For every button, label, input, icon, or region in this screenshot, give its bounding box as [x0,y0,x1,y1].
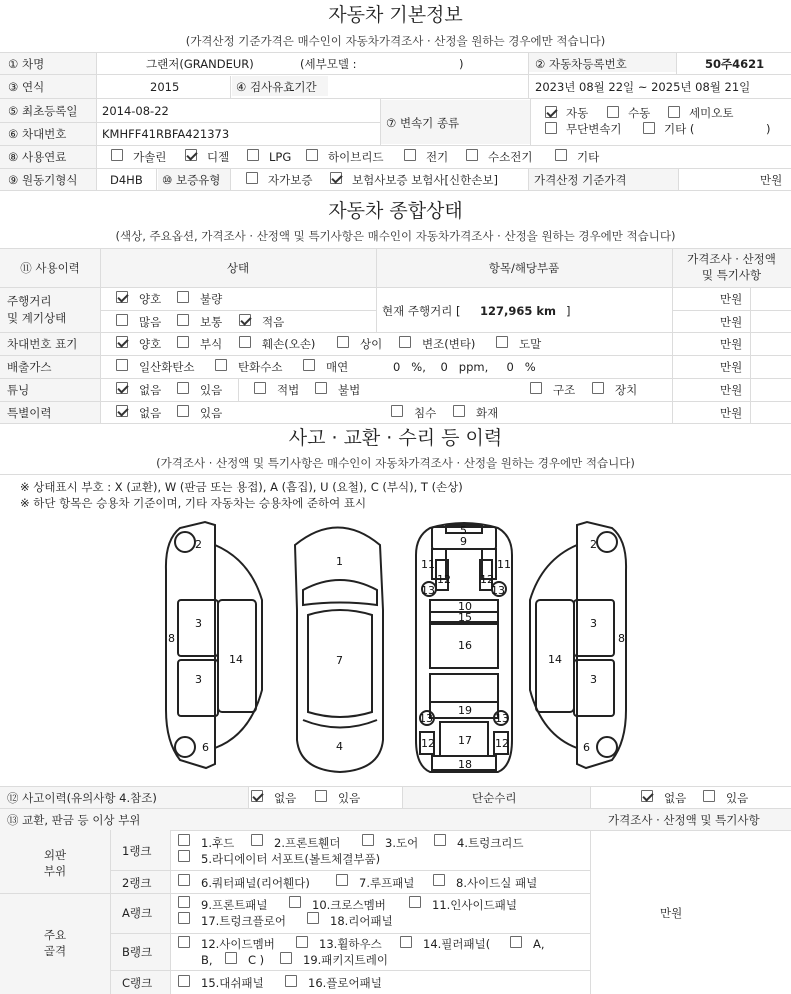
tuning-none-checkbox[interactable] [116,382,128,394]
emission-values: 0 %, 0 ppm, 0 % [393,360,536,374]
diagram-label: 19 [458,704,472,717]
rankB-item-pillar-b: B, [201,953,213,967]
vin-altered: 변조(변타) [422,337,476,351]
year-value: 2015 [150,80,180,94]
special-fire-checkbox[interactable] [453,405,465,417]
emission-smoke-checkbox[interactable] [303,359,315,371]
col-history: ⑪ 사용이력 [20,261,80,275]
detail-model-close: ) [459,57,464,71]
special-label: 특별이력 [7,406,52,420]
rank1-item-radiator: 5.라디에이터 서포트(볼트체결부품) [201,852,381,866]
tuning-illegal-checkbox[interactable] [315,382,327,394]
rank1-item-trunk: 4.트렁크리드 [457,836,524,850]
emission-unit: 만원 [720,360,743,374]
overall-subtitle: (색상, 주요옵션, 가격조사 · 산정액 및 특기사항은 매수인이 자동차가격조사 · 산정을 원하는 경우에만 적습니다) [115,229,676,243]
rankB-item-pillar-c: C ) [248,953,265,967]
rankB-item-pillar: 14.필러패널( [423,937,491,951]
trans-manual-checkbox[interactable] [607,106,619,118]
rank1-radiator-checkbox[interactable] [178,850,190,862]
rankB-item-pillar-a: A, [533,937,545,951]
diagram-label: 14 [548,653,562,666]
emission-hc-checkbox[interactable] [215,359,227,371]
trans-semi-checkbox[interactable] [668,106,680,118]
fuel-electric: 전기 [426,150,449,164]
engine-value: D4HB [110,173,143,187]
exchange-unit: 만원 [660,906,683,920]
accident-exist: 있음 [338,791,361,805]
mileage-bad: 불량 [200,292,223,306]
tuning-none: 없음 [139,383,162,397]
emission-co-checkbox[interactable] [116,359,128,371]
rankA-crossmember-checkbox[interactable] [289,896,301,908]
tuning-unit: 만원 [720,383,743,397]
tuning-device: 장치 [615,383,638,397]
mileage-label-1: 주행거리 [7,294,52,308]
main-label-2: 골격 [43,944,67,958]
rankC-item-dash-panel: 15.대쉬패널 [201,976,264,990]
trans-opt-auto: 자동 [566,106,589,120]
diagram-label: 12 [437,573,451,586]
rankB-item-package-tray: 19.패키지트레이 [303,953,388,967]
year-label: ③ 연식 [8,80,45,94]
warranty-insurer: 보험사보증 보험사[신한손보] [352,173,498,187]
mileage-value: 127,965 km [480,304,557,318]
tuning-label: 튜닝 [7,383,30,397]
simple-repair-none: 없음 [664,791,687,805]
diagram-label: 11 [421,558,435,571]
trans-opt-other: 기타 ( [664,122,695,136]
diagram-label: 14 [229,653,243,666]
fuel-lpg: LPG [269,150,292,164]
mileage-many: 많음 [139,315,162,329]
simple-repair-exist-checkbox[interactable] [703,790,715,802]
rankA-item-inside-panel: 11.인사이드패널 [432,898,517,912]
overall-title: 자동차 종합상태 [328,200,463,222]
fuel-gasoline-checkbox[interactable] [111,149,123,161]
diagram-label: 6 [583,741,590,754]
rankA-rear-panel-checkbox[interactable] [307,912,319,924]
outer-label-2: 부위 [43,864,67,878]
car-name-label: ① 차명 [8,57,45,71]
accident-subtitle: (가격조사 · 산정액 및 특기사항은 매수인이 자동차가격조사 · 산정을 원하는 경우에만 적습니다) [156,456,635,470]
rankB-pillar-b-checkbox[interactable] [225,952,237,964]
rank1-fender-checkbox[interactable] [251,834,263,846]
rank2-item-quarter: 6.쿼터패널(리어휀다) [201,876,310,890]
tuning-illegal: 불법 [338,383,361,397]
diagram-label: 13 [421,584,435,597]
inspection-label: ④ 검사유효기간 [236,80,317,94]
trans-auto-checkbox[interactable] [545,106,557,118]
inspection-value: 2023년 08월 22일 ~ 2025년 08월 21일 [535,80,751,94]
vin-value: KMHFF41RBFA421373 [102,127,230,141]
fuel-electric-checkbox[interactable] [404,149,416,161]
rankC-dash-panel-checkbox[interactable] [178,975,190,987]
diagram-label: 11 [497,558,511,571]
mileage-normal-checkbox[interactable] [177,314,189,326]
diagram-label: 1 [336,555,343,568]
accident-none: 없음 [274,791,297,805]
diagram-label: 13 [491,584,505,597]
rank1-hood-checkbox[interactable] [178,834,190,846]
tuning-exist-checkbox[interactable] [177,382,189,394]
fuel-other: 기타 [577,150,600,164]
special-flood: 침수 [414,406,437,420]
tuning-device-checkbox[interactable] [592,382,604,394]
vin-smeared-checkbox[interactable] [496,336,508,348]
exchange-price-label: 가격조사 · 산정액 및 특기사항 [608,813,760,827]
engine-label: ⑨ 원동기형식 [8,173,78,187]
accident-none-checkbox[interactable] [251,790,263,802]
accident-history-label: ⑫ 사고이력(유의사항 4.참조) [7,791,157,805]
rank2-sidesill-checkbox[interactable] [433,874,445,886]
mileage-close: ] [566,304,571,318]
vin-corrosion-checkbox[interactable] [177,336,189,348]
rank2-roof-checkbox[interactable] [336,874,348,886]
diagram-label: 8 [618,632,625,645]
main-label-1: 주요 [43,928,67,942]
exchange-label: ⑬ 교환, 판금 등 이상 부위 [7,813,141,827]
accident-note-2: ※ 하단 항목은 승용차 기준이며, 기타 자동차는 승용차에 준하여 표시 [20,496,367,510]
diagram-label: 12 [495,737,509,750]
accident-note-1: ※ 상태표시 부호 : X (교환), W (판금 또는 용접), A (흠집), U (요철), C (부식), T (손상) [20,480,463,494]
diagram-label: 3 [195,673,202,686]
diagram-label: 17 [458,734,472,747]
rankB-pillar-checkbox[interactable] [400,936,412,948]
rankB-pillar-a-checkbox[interactable] [510,936,522,948]
special-none-checkbox[interactable] [116,405,128,417]
col-state: 상태 [226,261,250,275]
warranty-insurer-checkbox[interactable] [330,172,342,184]
mileage-unit-1: 만원 [720,292,743,306]
fuel-gasoline: 가솔린 [133,150,167,164]
vin-differ-checkbox[interactable] [337,336,349,348]
vin-damaged: 훼손(오손) [262,337,316,351]
tuning-legal: 적법 [277,383,300,397]
warranty-self: 자가보증 [268,173,313,187]
special-fire: 화재 [476,406,499,420]
diagram-label: 13 [495,712,509,725]
mileage-current-label: 현재 주행거리 [ [382,304,461,318]
diagram-label: 2 [590,538,597,551]
rank1-item-hood: 1.후드 [201,836,235,850]
warranty-label: ⑩ 보증유형 [162,173,221,187]
col-price-2: 및 특기사항 [701,268,762,282]
diagram-label: 18 [458,758,472,771]
rank1-label: 1랭크 [122,844,152,858]
basic-title: 자동차 기본정보 [328,4,463,26]
emission-co: 일산화탄소 [139,360,195,374]
first-reg-label: ⑤ 최초등록일 [8,104,78,118]
special-exist-checkbox[interactable] [177,405,189,417]
simple-repair-label: 단순수리 [472,791,517,805]
diagram-label: 16 [458,639,472,652]
emission-smoke: 매연 [326,360,349,374]
vin-smeared: 도말 [519,337,542,351]
diagram-label: 9 [460,535,467,548]
right-side-body [577,522,626,768]
rankB-item-wheelhouse: 13.휠하우스 [319,937,382,951]
trans-opt-manual: 수동 [628,106,651,120]
diagram-label: 5 [460,524,467,537]
fuel-hydrogen: 수소전기 [488,150,533,164]
rankB-side-member-checkbox[interactable] [178,936,190,948]
trans-opt-semi: 세미오토 [689,106,734,120]
fuel-hybrid-checkbox[interactable] [306,149,318,161]
diagram-label: 15 [458,611,472,624]
price-basis-unit: 만원 [760,173,783,187]
tuning-structure: 구조 [553,383,576,397]
fuel-diesel-checkbox[interactable] [185,149,197,161]
vin-differ: 상이 [360,337,383,351]
trans-other-checkbox[interactable] [643,122,655,134]
reg-no-value: 50주4621 [705,57,765,71]
rankA-item-trunk-floor: 17.트렁크플로어 [201,914,286,928]
vin-damaged-checkbox[interactable] [239,336,251,348]
rankA-front-panel-checkbox[interactable] [178,896,190,908]
diagram-label: 4 [336,740,343,753]
col-item: 항목/해당부품 [488,261,560,275]
mileage-normal: 보통 [200,315,223,329]
accident-exist-checkbox[interactable] [315,790,327,802]
rankA-trunk-floor-checkbox[interactable] [178,912,190,924]
diagram-label: 8 [168,632,175,645]
diagram-label: 2 [195,538,202,551]
mileage-good-checkbox[interactable] [116,291,128,303]
rank1-item-fender: 2.프론트휀더 [274,836,341,850]
trans-label: ⑦ 변속기 종류 [386,116,460,130]
car-name-value: 그랜저(GRANDEUR) [146,57,254,71]
vin-label: ⑥ 차대번호 [8,127,67,141]
special-none: 없음 [139,406,162,420]
mileage-label-2: 및 계기상태 [7,311,67,325]
outer-label-1: 외판 [43,848,67,862]
trans-cvt-checkbox[interactable] [545,122,557,134]
accident-title: 사고 · 교환 · 수리 등 이력 [288,427,503,449]
detail-model-label: (세부모델 : [300,57,357,71]
first-reg-value: 2014-08-22 [102,104,169,118]
basic-subtitle: (가격산정 기준가격은 매수인이 자동차가격조사 · 산정을 원하는 경우에만 적습니다) [185,34,606,48]
diagram-label: 7 [336,654,343,667]
special-unit: 만원 [720,406,743,420]
col-price-1: 가격조사 · 산정액 [687,252,776,266]
rankB-item-side-member: 12.사이드멤버 [201,937,275,951]
rank2-item-roof: 7.루프패널 [359,876,415,890]
special-exist: 있음 [200,406,223,420]
rankC-label: C랭크 [122,976,153,990]
fuel-hybrid: 하이브리드 [328,150,384,164]
rankB-wheelhouse-checkbox[interactable] [296,936,308,948]
rankB-package-tray-checkbox[interactable] [280,952,292,964]
mileage-unit-2: 만원 [720,315,743,329]
rankA-item-rear-panel: 18.리어패널 [330,914,393,928]
fuel-lpg-checkbox[interactable] [247,149,259,161]
simple-repair-none-checkbox[interactable] [641,790,653,802]
rank1-trunk-checkbox[interactable] [434,834,446,846]
diagram-label: 13 [419,712,433,725]
vin-good-checkbox[interactable] [116,336,128,348]
rank2-item-sidesill: 8.사이드실 패널 [456,876,538,890]
fuel-label: ⑧ 사용연료 [8,150,67,164]
car-parts-diagram [0,515,791,780]
rank2-quarter-checkbox[interactable] [178,874,190,886]
mileage-few-checkbox[interactable] [239,314,251,326]
fuel-diesel: 디젤 [207,150,230,164]
vin-unit: 만원 [720,337,743,351]
emission-label: 배출가스 [7,360,52,374]
diagram-label: 3 [195,617,202,630]
reg-no-label: ② 자동차등록번호 [535,57,627,71]
rank1-door-checkbox[interactable] [362,834,374,846]
mileage-good: 양호 [139,292,162,306]
emission-hc: 탄화수소 [238,360,283,374]
tuning-legal-checkbox[interactable] [254,382,266,394]
fuel-other-checkbox[interactable] [555,149,567,161]
diagram-label: 12 [421,737,435,750]
warranty-self-checkbox[interactable] [246,172,258,184]
diagram-label: 3 [590,617,597,630]
diagram-label: 6 [202,741,209,754]
fuel-hydrogen-checkbox[interactable] [466,149,478,161]
rank1-item-door: 3.도어 [385,836,419,850]
simple-repair-exist: 있음 [726,791,749,805]
left-side-body [166,522,215,768]
diagram-label: 3 [590,673,597,686]
mileage-many-checkbox[interactable] [116,314,128,326]
trans-opt-other-close: ) [766,122,771,136]
tuning-exist: 있음 [200,383,223,397]
price-basis-label: 가격산정 기준가격 [534,173,627,187]
rankA-inside-panel-checkbox[interactable] [409,896,421,908]
vin-mark-label: 차대번호 표기 [7,337,78,351]
rankA-label: A랭크 [122,906,153,920]
rankA-item-crossmember: 10.크로스멤버 [312,898,386,912]
diagram-label: 10 [458,600,472,613]
vin-altered-checkbox[interactable] [399,336,411,348]
special-flood-checkbox[interactable] [391,405,403,417]
tuning-structure-checkbox[interactable] [530,382,542,394]
diagram-label: 12 [480,573,494,586]
rank2-label: 2랭크 [122,876,152,890]
vin-corrosion: 부식 [200,337,223,351]
rankC-item-floor-panel: 16.플로어패널 [308,976,382,990]
mileage-few: 적음 [262,315,285,329]
rankB-label: B랭크 [122,945,153,959]
mileage-bad-checkbox[interactable] [177,291,189,303]
left-side-cabin [215,545,262,748]
vin-good: 양호 [139,337,162,351]
trans-opt-cvt: 무단변속기 [566,122,622,136]
rankA-item-front-panel: 9.프론트패널 [201,898,268,912]
rankC-floor-panel-checkbox[interactable] [285,975,297,987]
